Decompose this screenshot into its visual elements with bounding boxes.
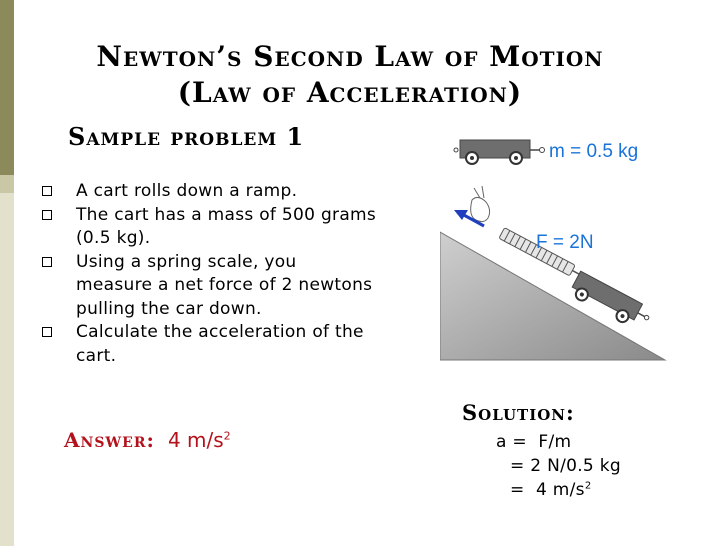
answer-block <box>64 428 231 452</box>
slide-title-line2: (Law of Acceleration) <box>177 76 523 109</box>
bullet-item <box>38 180 378 204</box>
hand-icon <box>471 186 490 222</box>
bullet-item <box>38 321 378 368</box>
solution-line-1: a = F/m <box>496 432 572 452</box>
square-bullet-icon <box>42 210 52 220</box>
sidebar-accent-mid <box>0 175 14 193</box>
slide-title-line1: Newton’s Second Law of Motion <box>96 40 604 73</box>
answer-value-text: 4 m/s <box>167 428 224 452</box>
answer-label: Answer: <box>64 428 155 452</box>
solution-line-3 <box>510 480 592 500</box>
bullet-text: Calculate the acceleration of the cart. <box>76 322 364 366</box>
bullet-text: Using a spring scale, you measure a net force of 2 newtons pulling the car down. <box>76 251 373 319</box>
bullet-text: The cart has a mass of 500 grams (0.5 kg). <box>76 204 377 248</box>
sidebar-accent-dark <box>0 0 14 175</box>
cart-icon <box>454 140 545 164</box>
mass-label: m = 0.5 kg <box>549 141 639 162</box>
bullet-item <box>38 251 378 322</box>
bullet-item <box>38 204 378 251</box>
problem-bullet-list <box>38 180 378 368</box>
solution-line-3-text: = 4 m/s <box>510 480 585 500</box>
bullet-text: A cart rolls down a ramp. <box>76 181 298 201</box>
answer-exponent: 2 <box>223 429 231 443</box>
sidebar-accent-light <box>0 193 14 546</box>
force-label: F = 2N <box>536 232 594 253</box>
square-bullet-icon <box>42 186 52 196</box>
square-bullet-icon <box>42 327 52 337</box>
square-bullet-icon <box>42 257 52 267</box>
solution-line-2: = 2 N/0.5 kg <box>510 456 621 476</box>
answer-value <box>168 428 231 452</box>
solution-line-3-exponent: 2 <box>584 480 592 492</box>
sample-problem-heading: Sample problem 1 <box>68 122 305 151</box>
solution-heading: Solution: <box>462 400 575 425</box>
